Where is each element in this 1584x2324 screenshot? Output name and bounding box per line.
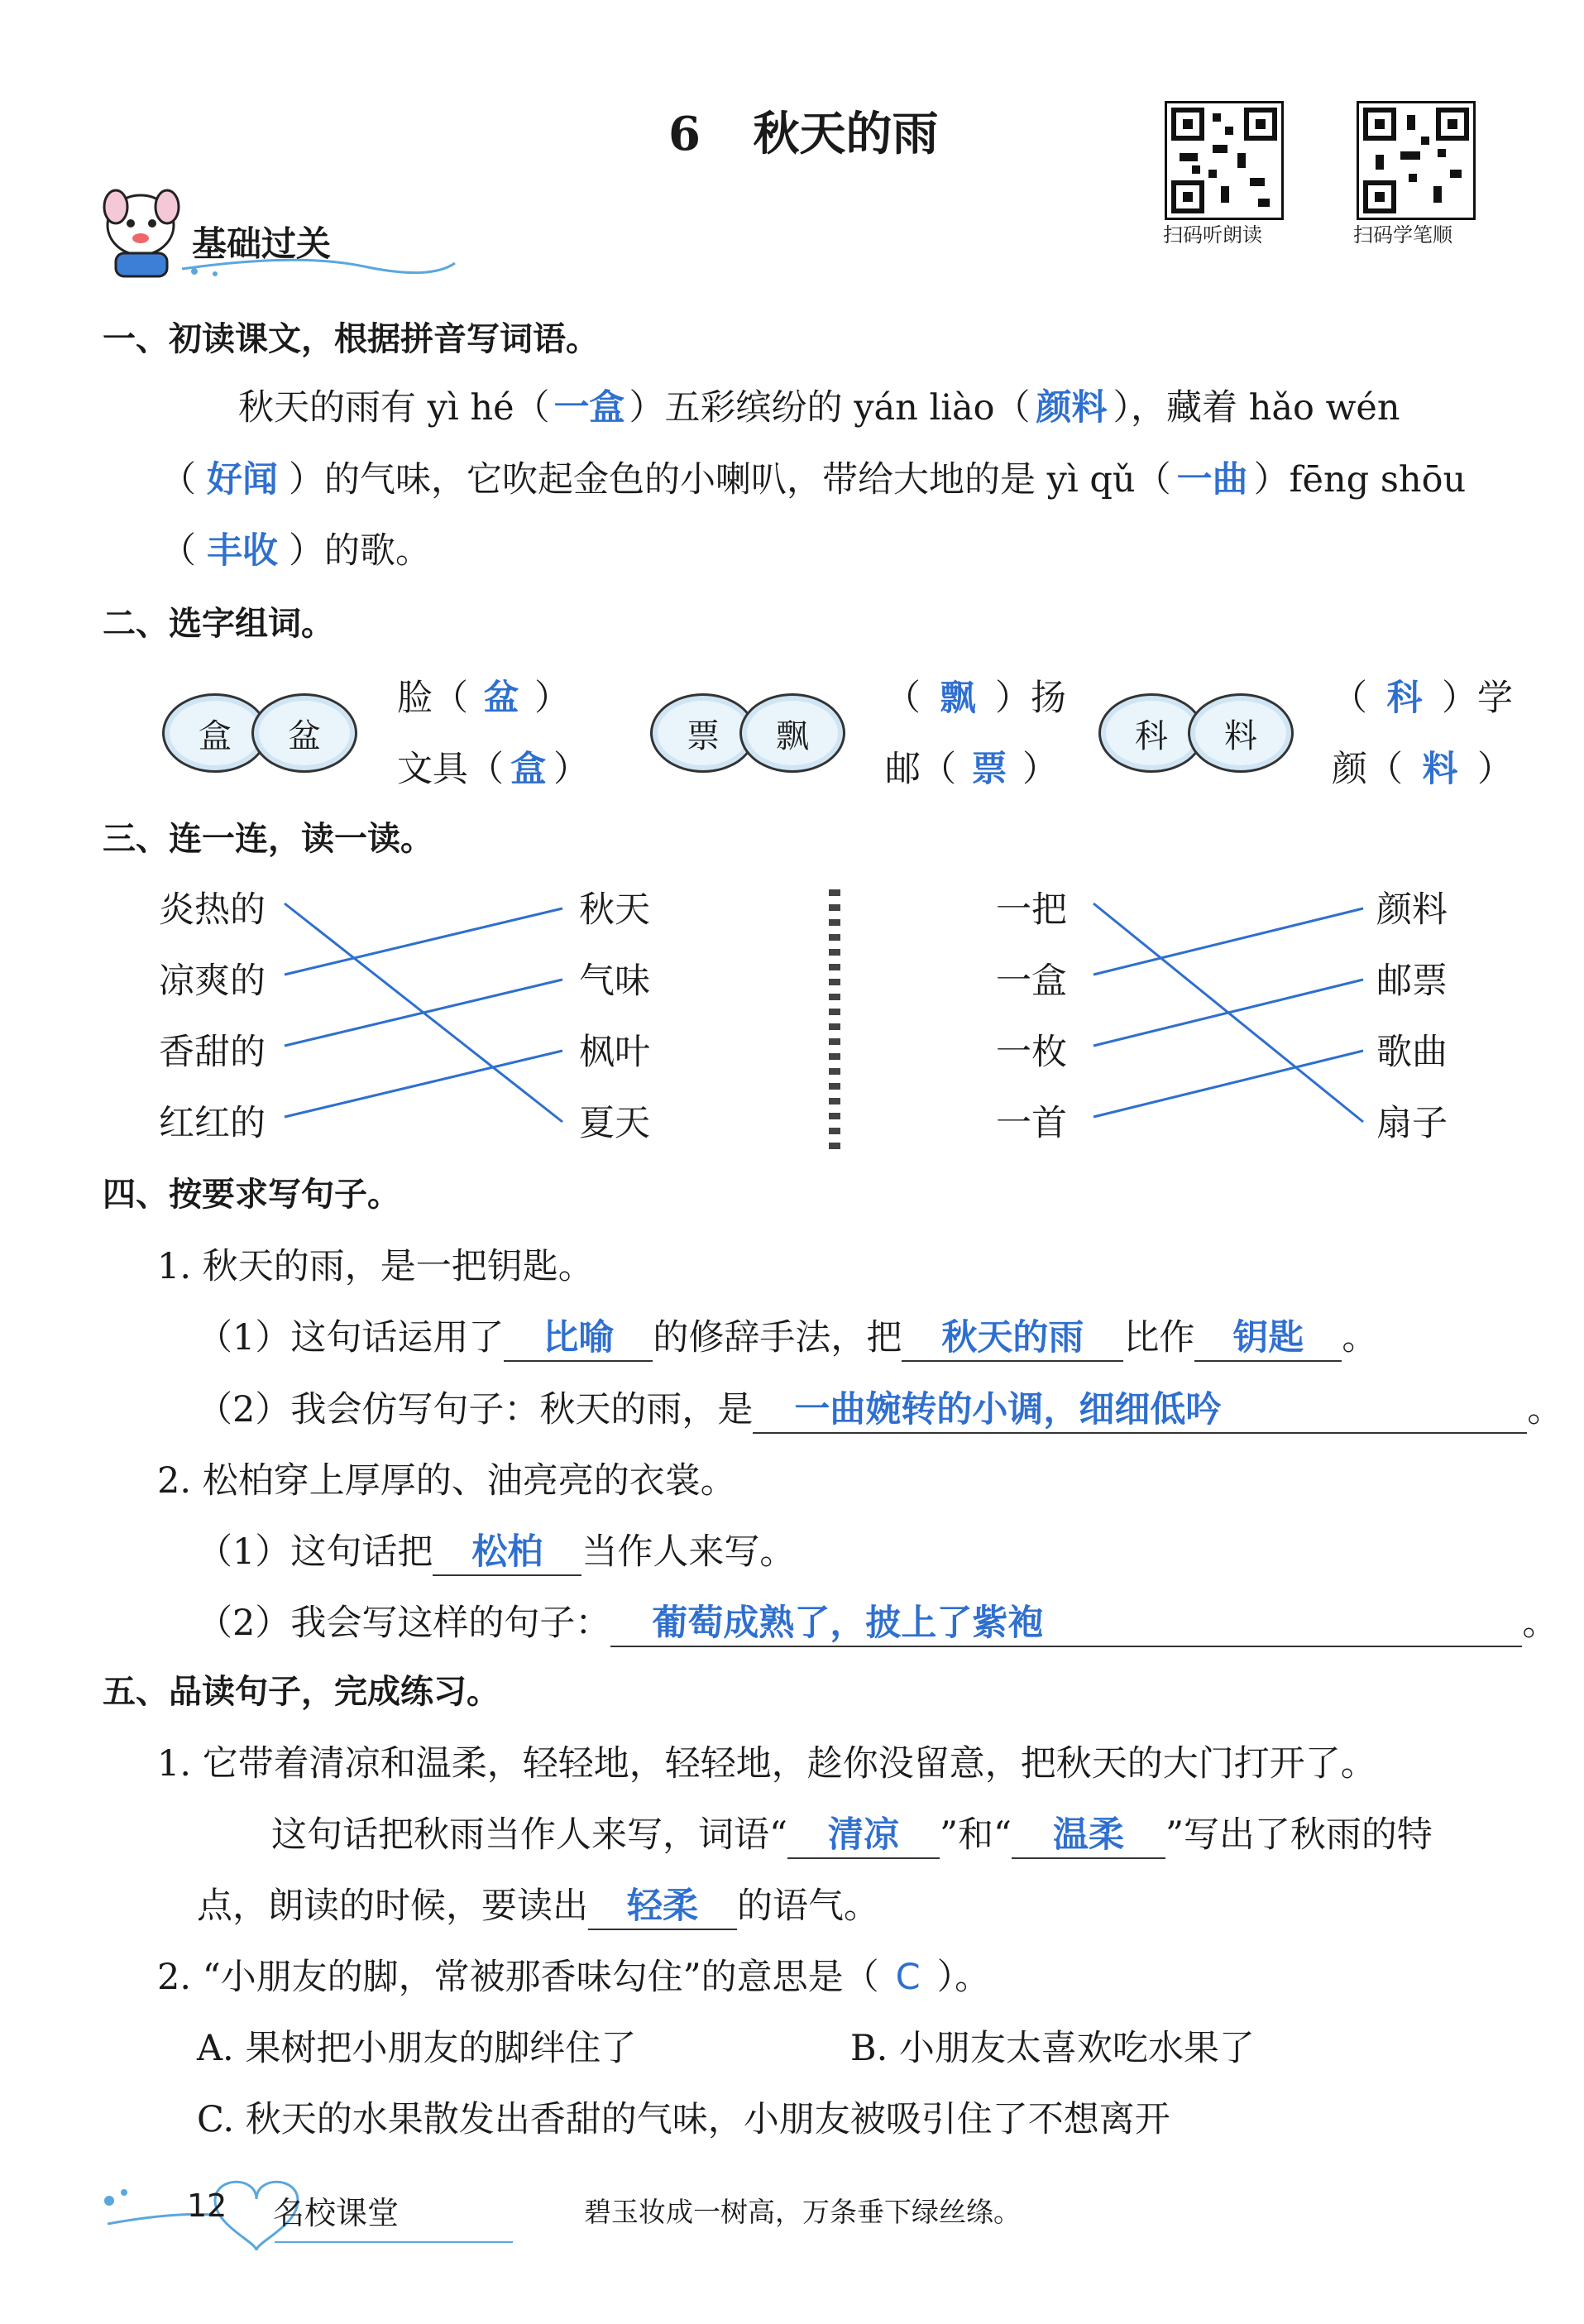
- answer: 好闻: [207, 459, 278, 501]
- option-c: C. 秋天的水果散发出香甜的气味，小朋友被吸引住了不想离开: [197, 2099, 1170, 2140]
- s4-q1b: （2）我会仿写句子：秋天的雨，是 一曲婉转的小调，细细低吟 。: [197, 1382, 1562, 1434]
- char-bubble: 盒: [162, 693, 268, 773]
- match-line: [1093, 1051, 1363, 1117]
- match-left-2: 一盒: [996, 961, 1067, 1002]
- section1-heading: 一、初读课文，根据拼音写词语。: [103, 320, 599, 358]
- option-a: A. 果树把小朋友的脚绊住了: [197, 2028, 637, 2069]
- match-right-2: 邮票: [1376, 961, 1448, 1002]
- match-line: [1093, 908, 1363, 975]
- char-bubble: 飘: [739, 693, 845, 773]
- answer-blank[interactable]: 松柏: [433, 1524, 581, 1576]
- lesson-number: 6: [668, 107, 701, 161]
- section4-heading: 四、按要求写句子。: [103, 1176, 400, 1214]
- s4-q1a: （1）这句话运用了 比喻 的修辞手法，把 秋天的雨 比作 钥匙 。: [197, 1310, 1377, 1362]
- s4-q2b: （2）我会写这样的句子： 葡萄成熟了，披上了紫袍 。: [197, 1595, 1558, 1647]
- answer-blank[interactable]: 温柔: [1012, 1807, 1165, 1859]
- section2-heading: 二、选字组词。: [103, 605, 334, 643]
- answer-blank[interactable]: 轻柔: [588, 1878, 737, 1930]
- text: ）fēng shōu: [1253, 459, 1467, 501]
- match-right-2: 歌曲: [1376, 1032, 1448, 1073]
- s4-q2: 2. 松柏穿上厚厚的、油亮亮的衣裳。: [157, 1460, 736, 1502]
- word-item: 脸（ 盆 ）: [397, 678, 570, 719]
- word-item: （ 飘 ）扬: [885, 678, 1066, 719]
- match-left-1: 炎热的: [159, 889, 266, 931]
- match-right-1: 枫叶: [579, 1032, 650, 1073]
- text: （: [160, 459, 196, 501]
- match-left-2: 一把: [996, 889, 1067, 931]
- answer: C: [895, 1957, 921, 1998]
- qr-code-listen[interactable]: [1165, 101, 1284, 220]
- match-left-2: 一首: [996, 1103, 1067, 1144]
- qr-pattern-icon: [1167, 103, 1281, 218]
- answer: 一曲: [1176, 459, 1248, 501]
- answer-blank[interactable]: 比喻: [504, 1310, 653, 1362]
- text: （: [160, 530, 196, 572]
- word-item: 颜（ 料 ）: [1332, 749, 1513, 790]
- answer-blank[interactable]: 清凉: [787, 1807, 940, 1859]
- s4-q2a: （1）这句话把 松柏 当作人来写。: [197, 1524, 795, 1576]
- char-bubble: 料: [1188, 693, 1294, 773]
- s5-p2: 点，朗读的时候，要读出 轻柔 的语气。: [197, 1878, 879, 1930]
- match-right-1: 秋天: [579, 889, 650, 931]
- section-badge: 基础过关: [192, 223, 332, 264]
- option-b: B. 小朋友太喜欢吃水果了: [850, 2028, 1255, 2069]
- answer-blank[interactable]: 一曲婉转的小调，细细低吟: [753, 1382, 1527, 1434]
- answer-blank[interactable]: 钥匙: [1194, 1310, 1342, 1362]
- answer-blank[interactable]: 秋天的雨: [902, 1310, 1123, 1362]
- answer: 丰收: [207, 530, 278, 572]
- s1-line1: [238, 380, 1400, 430]
- s4-q1: 1. 秋天的雨，是一把钥匙。: [157, 1246, 594, 1287]
- divider: [829, 889, 840, 1154]
- qr-code-strokes[interactable]: [1357, 101, 1476, 220]
- s1-line2: [160, 452, 1466, 502]
- match-left-1: 红红的: [159, 1103, 266, 1144]
- qr-caption-strokes: 扫码学笔顺: [1353, 223, 1452, 247]
- answer-blank[interactable]: 葡萄成熟了，披上了紫袍: [610, 1595, 1522, 1647]
- s1-line3: [160, 523, 431, 573]
- qr-caption-listen: 扫码听朗读: [1163, 223, 1262, 247]
- footer-motto: 碧玉妆成一树高，万条垂下绿丝绦。: [584, 2196, 1021, 2228]
- match-line: [1093, 903, 1363, 1122]
- answer: 颜料: [1036, 387, 1108, 429]
- text: ）的歌。: [289, 530, 431, 572]
- match-line: [1093, 980, 1363, 1046]
- answer: 一盒: [553, 387, 625, 429]
- s5-p1: 这句话把秋雨当作人来写，词语“ 清凉 ”和“ 温柔 ”写出了秋雨的特: [271, 1807, 1433, 1859]
- match-right-2: 颜料: [1376, 889, 1448, 931]
- text: ）五彩缤纷的 yán liào（: [629, 387, 1031, 429]
- lesson-title: [668, 98, 938, 164]
- word-item: 文具（ 盒 ）: [397, 749, 589, 790]
- word-item: 邮（ 票 ）: [885, 749, 1058, 790]
- text: ）的气味，它吹起金色的小喇叭，带给大地的是 yì qǔ（: [289, 459, 1171, 501]
- match-right-1: 气味: [579, 961, 650, 1002]
- char-bubble: 盆: [251, 693, 357, 773]
- section5-heading: 五、品读句子，完成练习。: [103, 1673, 500, 1711]
- match-right-1: 夏天: [579, 1103, 650, 1144]
- section3-heading: 三、连一连，读一读。: [103, 820, 433, 858]
- match-right-2: 扇子: [1376, 1103, 1448, 1144]
- lesson-name: 秋天的雨: [753, 107, 939, 161]
- s5-q2: 2. “小朋友的脚，常被那香味勾住”的意思是（ C ）。: [157, 1957, 991, 1998]
- char-bubble: 票: [650, 693, 756, 773]
- match-line: [285, 908, 562, 975]
- text: 秋天的雨有 yì hé（: [238, 387, 550, 429]
- qr-pattern-icon: [1359, 103, 1473, 218]
- text: ），藏着 hǎo wén: [1113, 387, 1400, 429]
- match-line: [285, 980, 562, 1046]
- word-item: （ 科 ）学: [1332, 678, 1513, 719]
- brand-name: 名校课堂: [273, 2195, 400, 2231]
- match-line: [285, 1051, 562, 1117]
- s5-q1: 1. 它带着清凉和温柔，轻轻地，轻轻地，趁你没留意，把秋天的大门打开了。: [157, 1743, 1376, 1785]
- match-left-1: 凉爽的: [159, 961, 266, 1002]
- match-left-2: 一枚: [996, 1032, 1067, 1073]
- match-left-1: 香甜的: [159, 1032, 266, 1073]
- match-line: [285, 903, 562, 1122]
- char-bubble: 科: [1098, 693, 1204, 773]
- page-number: 12: [187, 2187, 227, 2224]
